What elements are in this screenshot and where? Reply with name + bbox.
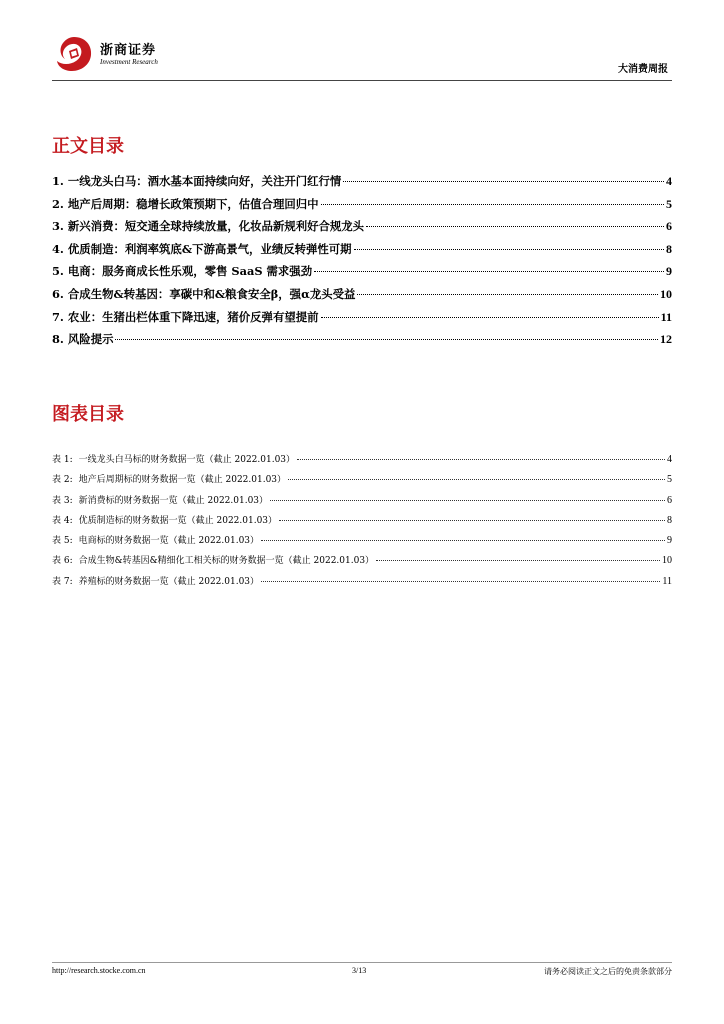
figure-entry-number: 表 4: <box>52 515 73 526</box>
toc-entry-text[interactable]: 优质制造：利润率筑底&下游高景气，业绩反转弹性可期 <box>67 241 352 256</box>
dot-leader <box>366 226 664 227</box>
dot-leader <box>354 249 664 250</box>
toc-entry[interactable] <box>52 331 672 354</box>
figure-entry-page[interactable]: 5 <box>667 474 672 486</box>
toc-entry-text[interactable]: 风险提示 <box>67 332 114 347</box>
dot-leader <box>261 581 660 582</box>
toc-entry-page[interactable]: 8 <box>666 241 672 256</box>
toc-entry-number: 3. <box>52 219 64 234</box>
toc-entry[interactable] <box>52 218 672 241</box>
toc-entry-page[interactable]: 10 <box>660 286 672 301</box>
toc-entry-number: 7. <box>52 309 64 324</box>
dot-leader <box>279 520 665 521</box>
toc-entry-number: 8. <box>52 332 64 347</box>
toc-entry[interactable] <box>52 263 672 286</box>
toc-entry[interactable] <box>52 196 672 219</box>
figure-entry-number: 表 6: <box>52 556 73 567</box>
figure-entry-page[interactable]: 4 <box>667 454 672 465</box>
dot-leader <box>115 339 658 340</box>
dot-leader <box>261 540 665 541</box>
figure-entry-text[interactable]: 养殖标的财务数据一览（截止 2022.01.03） <box>78 576 260 587</box>
toc-entry-text[interactable]: 农业：生猪出栏体重下降迅速，猪价反弹有望提前 <box>67 309 319 324</box>
toc-entry-number: 1. <box>52 174 64 188</box>
footer-url[interactable]: http://research.stocke.com.cn <box>52 966 146 975</box>
footer-divider <box>52 962 672 963</box>
brand-name-cn: 浙商证券 <box>100 43 157 58</box>
toc-entry-page[interactable]: 6 <box>666 219 672 234</box>
figure-entry[interactable] <box>52 553 672 573</box>
toc-list <box>52 173 672 354</box>
figure-entry-number: 表 2: <box>52 475 73 486</box>
figure-entry-text[interactable]: 合成生物&转基因&精细化工相关标的财务数据一览（截止 2022.01.03） <box>78 556 375 567</box>
toc-entry-text[interactable]: 电商：服务商成长性乐观，零售 SaaS 需求强劲 <box>67 264 313 279</box>
report-type: 大消费周报 <box>618 64 668 75</box>
dot-leader <box>288 479 665 480</box>
toc-entry[interactable] <box>52 309 672 332</box>
toc-entry[interactable] <box>52 241 672 264</box>
toc-entry-page[interactable]: 11 <box>660 309 672 324</box>
figure-entry[interactable] <box>52 513 672 533</box>
toc-title: 正文目录 <box>52 136 124 157</box>
figure-entry-text[interactable]: 电商标的财务数据一览（截止 2022.01.03） <box>78 536 260 547</box>
toc-entry-page[interactable]: 4 <box>666 174 672 188</box>
toc-entry-page[interactable]: 9 <box>666 264 672 279</box>
figure-entry[interactable] <box>52 472 672 492</box>
figure-toc-title: 图表目录 <box>52 404 124 425</box>
figure-toc-list <box>52 452 672 594</box>
toc-entry-number: 4. <box>52 241 64 256</box>
toc-entry-page[interactable]: 5 <box>666 196 672 211</box>
toc-entry-number: 6. <box>52 286 64 301</box>
zheshang-logo-icon <box>52 34 96 74</box>
toc-entry[interactable] <box>52 286 672 309</box>
figure-entry[interactable] <box>52 493 672 513</box>
figure-entry[interactable] <box>52 452 672 472</box>
toc-entry-text[interactable]: 新兴消费：短交通全球持续放量，化妆品新规利好合规龙头 <box>67 219 365 234</box>
figure-entry-number: 表 1: <box>52 455 73 465</box>
dot-leader <box>270 500 665 501</box>
footer-disclaimer: 请务必阅读正文之后的免责条款部分 <box>544 967 672 976</box>
figure-entry-page[interactable]: 8 <box>667 514 672 526</box>
dot-leader <box>314 271 664 272</box>
toc-entry-number: 2. <box>52 196 64 211</box>
toc-entry-text[interactable]: 一线龙头白马：酒水基本面持续向好，关注开门红行情 <box>67 174 342 188</box>
figure-entry-page[interactable]: 9 <box>667 535 672 547</box>
figure-entry-page[interactable]: 10 <box>662 555 672 567</box>
dot-leader <box>343 181 664 182</box>
figure-entry[interactable] <box>52 574 672 594</box>
dot-leader <box>321 204 664 205</box>
toc-entry-text[interactable]: 地产后周期：稳增长政策预期下，估值合理回归中 <box>67 196 319 211</box>
figure-entry-text[interactable]: 新消费标的财务数据一览（截止 2022.01.03） <box>78 495 269 506</box>
figure-entry-number: 表 7: <box>52 576 73 587</box>
dot-leader <box>297 459 665 460</box>
toc-entry-text[interactable]: 合成生物&转基因：享碳中和&粮食安全β，强α龙头受益 <box>67 286 356 301</box>
brand-name-en: Investment Research <box>100 58 158 66</box>
figure-entry[interactable] <box>52 533 672 553</box>
figure-entry-text[interactable]: 地产后周期标的财务数据一览（截止 2022.01.03） <box>78 475 287 486</box>
figure-entry-number: 表 5: <box>52 536 73 547</box>
toc-entry-number: 5. <box>52 264 64 279</box>
toc-entry-page[interactable]: 12 <box>660 332 672 347</box>
dot-leader <box>321 317 659 318</box>
figure-entry-number: 表 3: <box>52 495 73 506</box>
header-divider <box>52 80 672 81</box>
figure-entry-text[interactable]: 一线龙头白马标的财务数据一览（截止 2022.01.03） <box>78 455 296 465</box>
dot-leader <box>357 294 658 295</box>
dot-leader <box>376 560 660 561</box>
figure-entry-page[interactable]: 11 <box>662 575 672 587</box>
toc-entry[interactable] <box>52 173 672 196</box>
figure-entry-text[interactable]: 优质制造标的财务数据一览（截止 2022.01.03） <box>78 515 278 526</box>
page-header <box>52 34 672 80</box>
footer-page-number: 3/13 <box>352 966 367 975</box>
figure-entry-page[interactable]: 6 <box>667 494 672 506</box>
